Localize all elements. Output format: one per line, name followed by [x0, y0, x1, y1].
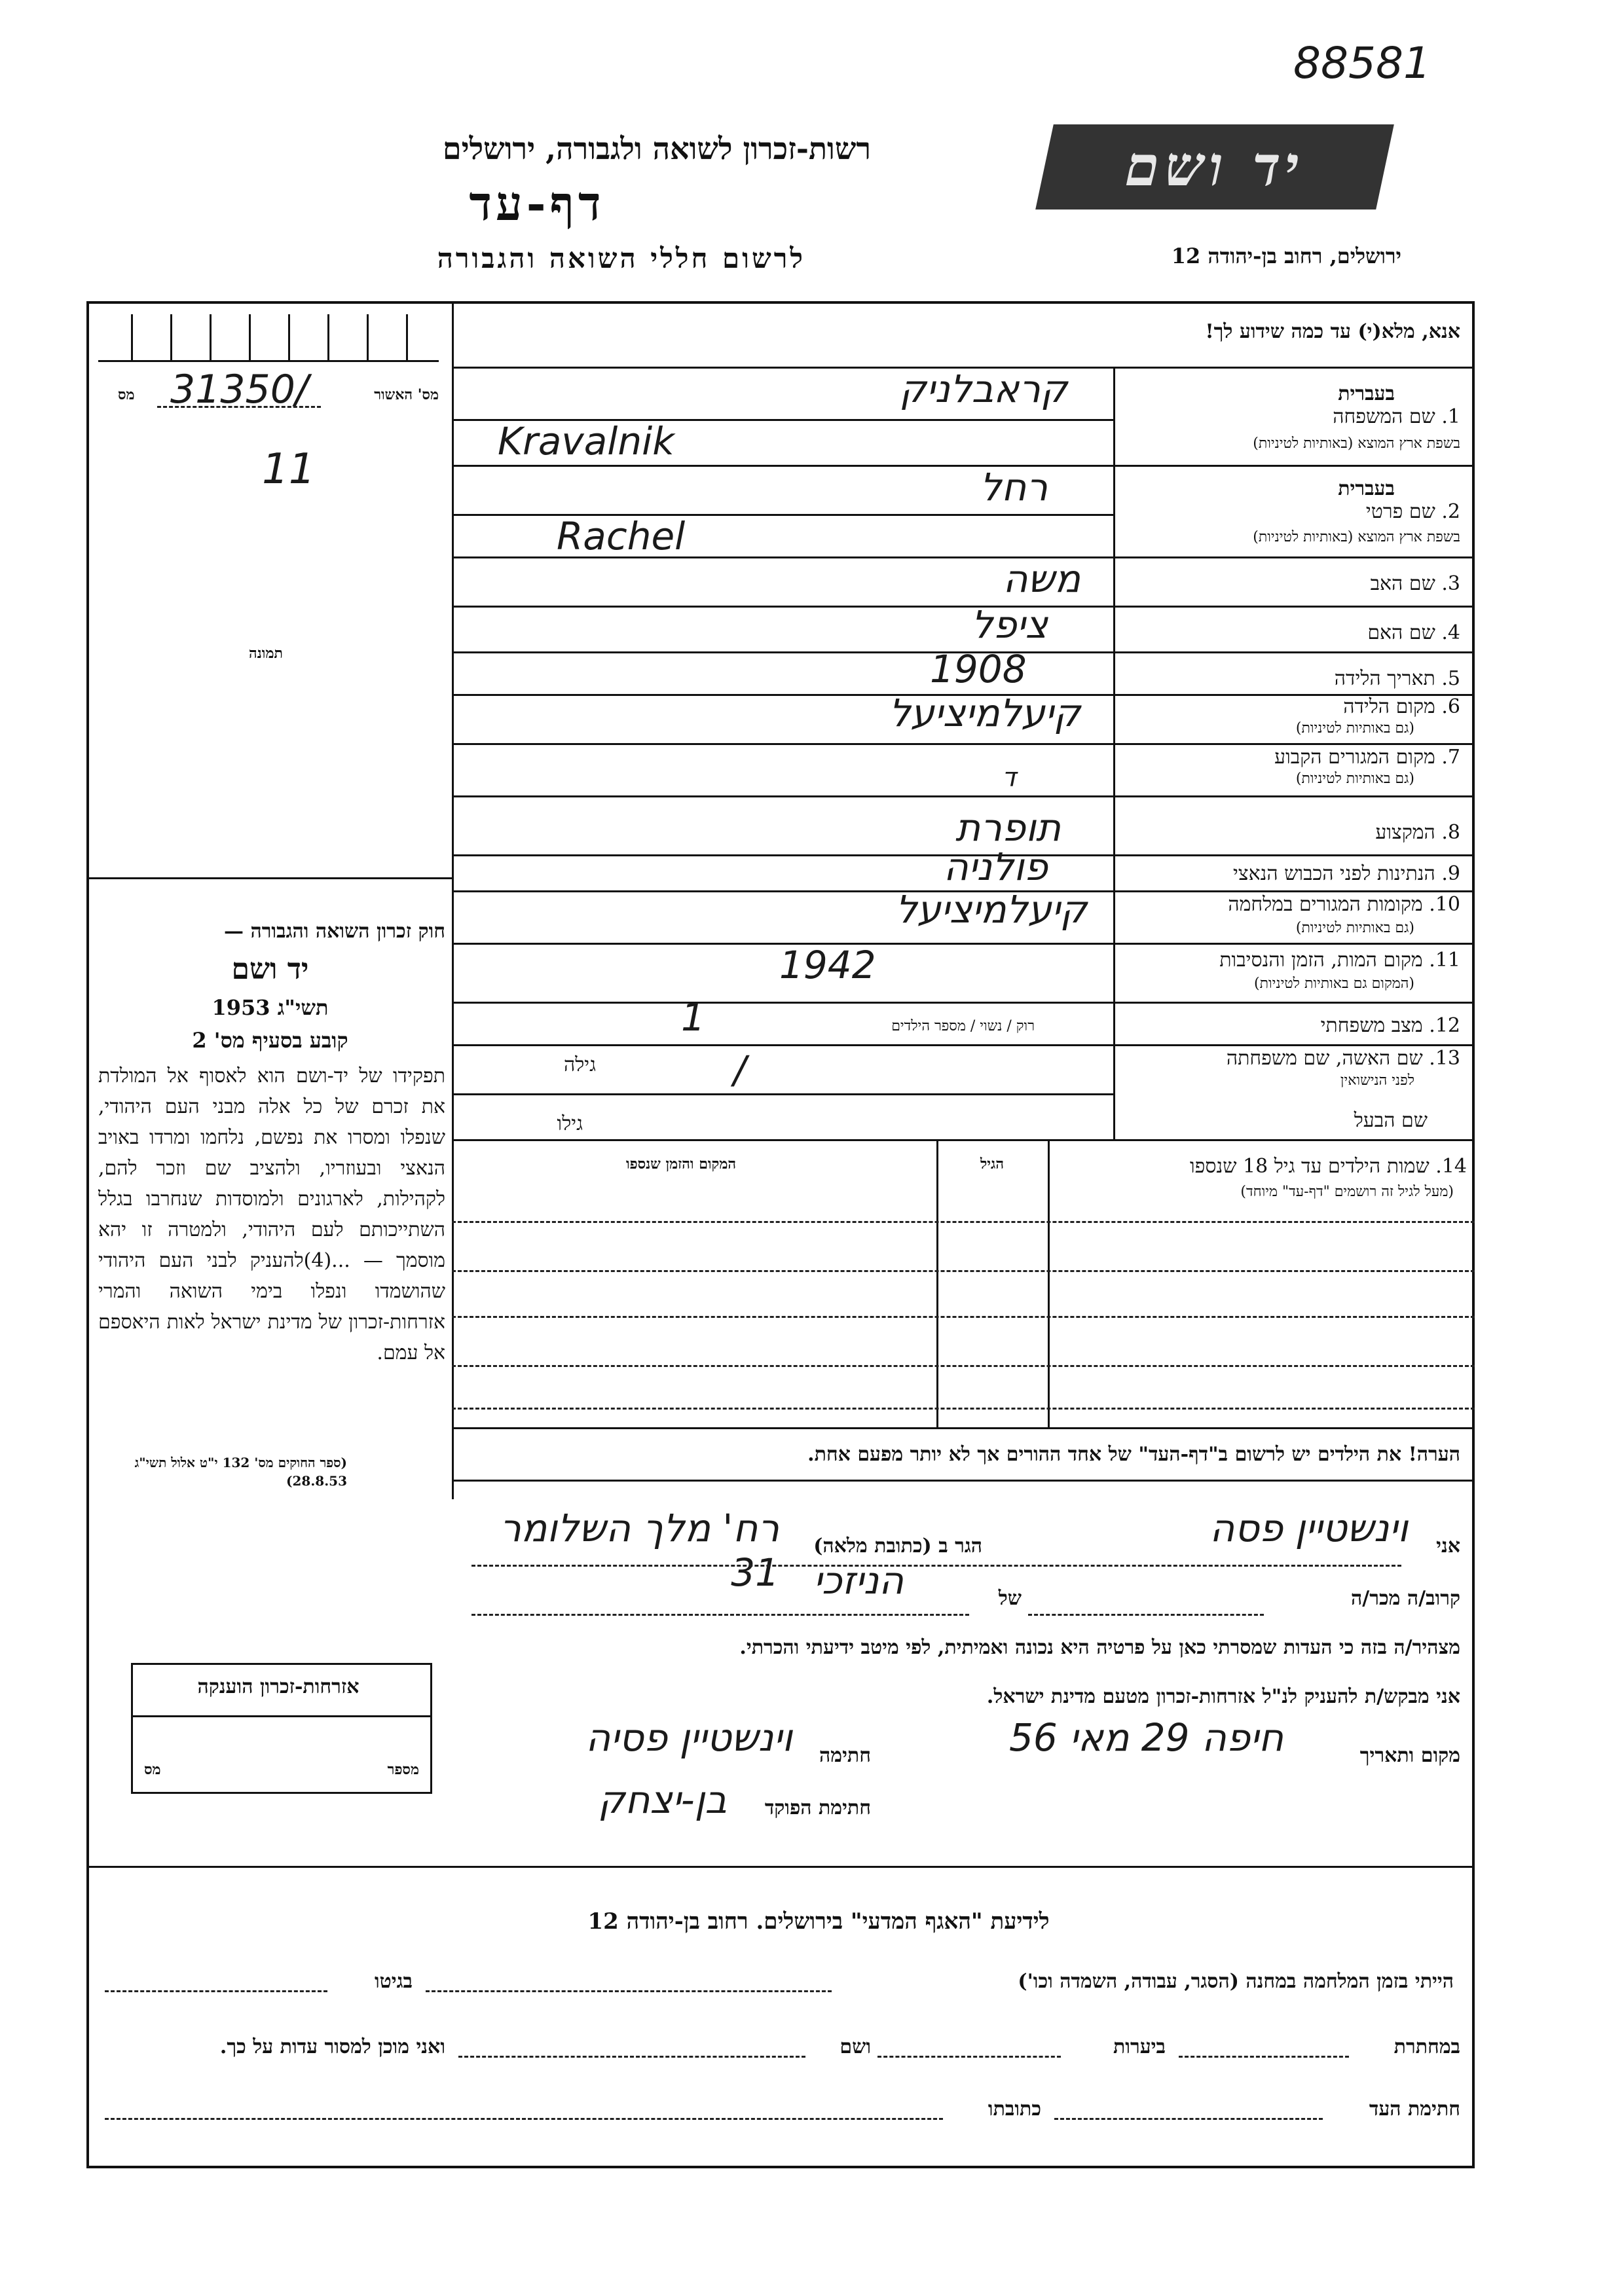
children-row — [452, 1221, 1475, 1223]
relation-label: קרוב/ה מכר/ה — [1351, 1587, 1460, 1610]
children-row — [452, 1270, 1475, 1272]
citizenship-no: מס — [144, 1761, 161, 1778]
field-7-value: ד — [1002, 763, 1016, 793]
relation-of: של — [998, 1587, 1022, 1610]
field-1-tag: בעברית — [1338, 382, 1395, 405]
place-date-label: מקום ותאריך — [1359, 1744, 1460, 1767]
children-title: 14. שמות הילדים עד גיל 18 שנספו — [1190, 1155, 1467, 1178]
form-title: דף-עד — [469, 175, 605, 231]
field-9-label: 9. הנתינות לפני הכבוש הנאצי — [1233, 862, 1460, 885]
field-1-value-latin: Kravalnik — [498, 419, 674, 464]
yad-vashem-logo — [1035, 124, 1394, 210]
field-11-value: 1942 — [779, 943, 876, 987]
photo-label: תמונה — [249, 645, 283, 662]
field-2-value-heb: רחל — [980, 465, 1048, 509]
field-7-label: 7. מקום המגורים הקבוע — [1274, 746, 1460, 769]
org-line: רשות-זכרון לשואה ולגבורה, ירושלים — [442, 131, 871, 166]
children-col-place: המקום והזמן שנספו — [625, 1156, 737, 1173]
law-name: יד ושם — [231, 953, 309, 986]
field-1-value-heb: קראבלניק — [899, 367, 1067, 411]
approval-no: מס — [118, 386, 135, 403]
field-4-label: 4. שם האם — [1367, 621, 1460, 644]
citizenship-number: מספר — [387, 1761, 419, 1778]
law-box-top — [86, 877, 452, 879]
law-year-number: 1953 — [212, 995, 270, 1020]
declarant-ani: אני — [1436, 1535, 1460, 1558]
approval-number: 31350/ — [170, 367, 309, 412]
field-3-value: משה — [1003, 556, 1080, 601]
children-col-age: הגיל — [980, 1156, 1004, 1173]
field-11-label: 11. מקום המות, הזמן והנסיבות — [1219, 949, 1460, 972]
witness-address-label: כתובתו — [987, 2098, 1041, 2121]
law-text: תפקידו של יד-ושם הוא לאסוף אל המולדת את זכרם של כל אלה מבני העם היהודי, שנפלו ומסרו את נפשם, נלחמו ומרדו באויב הנאצי ובעוזריו, ולהציב שם וזכר להם, לקהילות, לארגונים ולמוסדות שנחרבו בגלל השתייכותם לעם היהודי, ולמטרה זו יהא מוסמך — ...(4)להעניק לבני העם היהודי שהושמדו ונפלו בימי השואה והמרי אזרחות-זכרון של מדינת ישראל לאות היאספם אל עמם. — [98, 1065, 446, 1364]
field-5-label: 5. תאריך הלידה — [1334, 667, 1460, 690]
field-6-label: 6. מקום הלידה — [1343, 695, 1460, 718]
declarant-name: וינשטיין פסה — [1209, 1506, 1408, 1550]
declarant-resides: הגר ב (כתובת מלאה) — [813, 1535, 982, 1558]
bottom-line1: הייתי בזמן המלחמה במחנה (הסגר, עבודה, השמדה וכו') — [1018, 1970, 1454, 1993]
field-10-sub: (גם באותיות לטיניות) — [1295, 920, 1414, 936]
officer-signature: בן-יצחק — [598, 1777, 727, 1822]
law-clause: קובע בסעיף מס' 2 — [192, 1028, 348, 1053]
file-number: 88581 — [1293, 38, 1431, 88]
relation-value: הניזכי — [813, 1558, 904, 1603]
law-source: (ספר החוקים מס' 132 י"ט אלול תשי"ג 28.8.53) — [134, 1455, 347, 1489]
law-title: חוק זכרון השואה והגבורה — — [224, 920, 445, 943]
note-line: הערה! את הילדים יש לרשום ב"דף-העד" של אחד ההורים אך לא יותר מפעם אחת. — [807, 1443, 1460, 1466]
field-1-label: 1. שם המשפחה — [1333, 405, 1460, 428]
signature-label: חתימה — [819, 1744, 871, 1767]
address: ירושלים, רחוב בן-יהודה 12 — [1171, 244, 1401, 268]
approval-label: מס' האשור — [374, 386, 439, 403]
field-13-slash: / — [733, 1048, 747, 1092]
field-2-label: 2. שם פרטי — [1365, 500, 1460, 523]
intro-text: אנא, מלא(י) עד כמה שידוע לך! — [1205, 320, 1460, 343]
field-7-sub: (גם באותיות לטיניות) — [1295, 771, 1414, 787]
field-11-sub: (המקום גם באותיות לטיניות) — [1254, 975, 1414, 992]
bottom-ready: ואני מוכן למסור עדות על כך. — [219, 2035, 445, 2058]
children-note: (מעל לגיל זה רושמים "דף-עד" מיוחד) — [1240, 1184, 1454, 1200]
husband-extra: גילו — [557, 1112, 583, 1135]
field-2-tag: בעברית — [1338, 477, 1395, 500]
field-6-value: קיעלמיציעל — [889, 691, 1080, 735]
field-10-value: קיעלמיציעל — [895, 887, 1087, 932]
declaration-text: מצהיר/ה בזה כי העדות שמסרתי כאן על פרטיה היא נכונה ואמיתית, לפי מיטב ידיעתי והכרתי. — [739, 1636, 1460, 1659]
bottom-hiding: במחתרת — [1393, 2035, 1460, 2058]
field-12-label: 12. מצב משפחתי — [1320, 1014, 1460, 1037]
field-5-value: 1908 — [930, 647, 1027, 691]
bottom-ghetto: בגיטו — [374, 1970, 413, 1993]
declarant-address: רח' מלך השלומר 31 — [500, 1506, 779, 1595]
approval-second: 11 — [262, 445, 316, 494]
field-8-label: 8. המקצוע — [1375, 821, 1460, 844]
approval-boxes — [98, 314, 439, 362]
logo-text: יד ושם — [1118, 134, 1312, 198]
field-9-value: פולניה — [943, 845, 1048, 889]
citizenship-title: אזרחות-זכרון הוענקה — [197, 1675, 360, 1698]
field-13-label: 13. שם האשה, שם משפחתה — [1226, 1047, 1460, 1070]
children-row — [452, 1316, 1475, 1318]
bottom-title: לידיעת "האגף המדעי" בירושלים. רחוב בן-יהודה 12 — [587, 1908, 1050, 1935]
witness-signature-label: חתימת העד — [1369, 2098, 1460, 2121]
form-subtitle: לרשום חללי השואה והגבורה — [437, 242, 805, 274]
field-13-extra: גילה — [563, 1053, 596, 1076]
field-12-options: רוק / נשוי / מספר הילדים — [891, 1018, 1035, 1034]
bottom-partisans: ושם — [840, 2035, 871, 2058]
bottom-divider — [86, 1866, 1475, 1868]
field-6-sub: (גם באותיות לטיניות) — [1295, 720, 1414, 737]
children-row — [452, 1408, 1475, 1410]
officer-label: חתימת הפוקד — [764, 1796, 871, 1819]
request-text: אני מבקש/ת להעניק לנ"ל אזרחות-זכרון מטעם מדינת ישראל. — [986, 1685, 1460, 1708]
field-1-sub: בשפת ארץ המוצא (באותיות לטיניות) — [1253, 435, 1460, 452]
field-3-label: 3. שם האב — [1370, 572, 1460, 595]
field-2-sub: בשפת ארץ המוצא (באותיות לטיניות) — [1253, 529, 1460, 545]
place-date-value: חיפה 29 מאי 56 — [1008, 1715, 1283, 1760]
bottom-forests: ביערות — [1113, 2035, 1166, 2058]
declarant-signature: וינשטיין פסיה — [585, 1715, 792, 1760]
law-year — [95, 995, 445, 1020]
law-year-hebrew: תשי"ג — [277, 995, 329, 1020]
field-13-sub: לפני הנישואין — [1340, 1072, 1414, 1089]
husband-label: שם הבעל — [1354, 1109, 1428, 1132]
field-12-value: 1 — [681, 995, 705, 1040]
field-10-label: 10. מקומות המגורים במלחמה — [1228, 893, 1460, 916]
field-2-value-latin: Rachel — [557, 514, 686, 558]
children-row — [452, 1365, 1475, 1367]
left-column-divider — [452, 301, 454, 1499]
field-4-value: ציפל — [971, 602, 1048, 647]
field-8-value: תופרת — [955, 805, 1061, 850]
label-column-divider — [1113, 367, 1115, 1139]
